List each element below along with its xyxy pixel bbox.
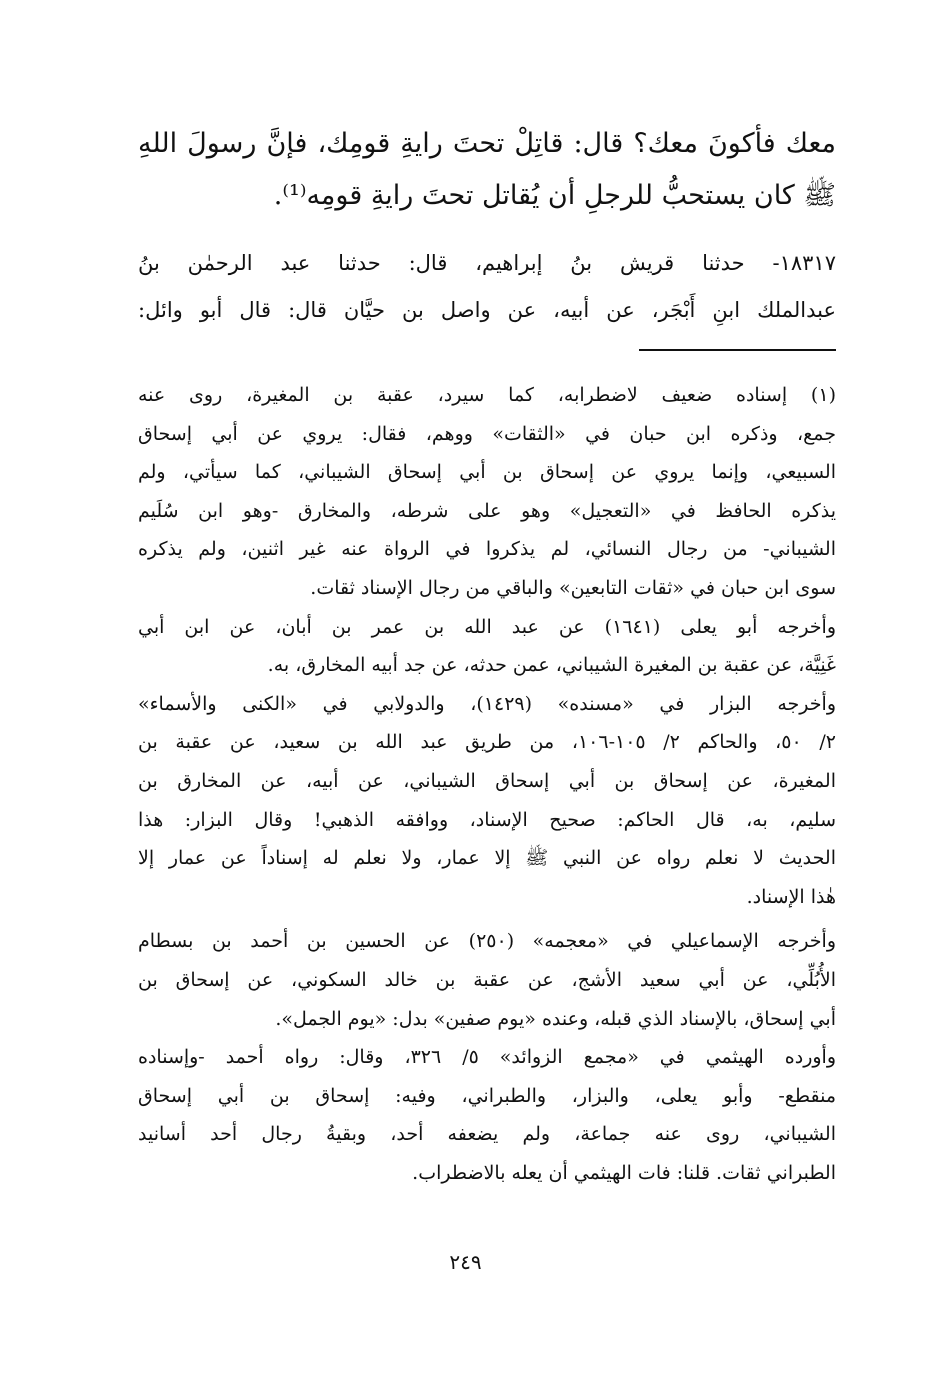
- main-text-line: معك فأكونَ معك؟ قال: قاتِلْ تحتَ رايةِ قومِك، فإنَّ رسولَ اللهِ: [138, 128, 836, 159]
- footnote-paragraph: [138, 376, 836, 608]
- footnote-line: وأخرجه البزار في «مسنده» (١٤٢٩)، والدولابي في «الكنى والأسماء»: [138, 692, 836, 715]
- hadith-line: عبدالملك ابنِ أَبْجَر، عن أبيه، عن واصل بن حيَّان قال: قال أبو وائل:: [138, 298, 836, 322]
- footnote-line: ٢/ ٥٠، والحاكم ٢/ ١٠٥-١٠٦، من طريق عبد الله بن سعيد، عن عقبة بن: [138, 731, 836, 754]
- footnote-line: هٰذا الإسناد.: [746, 885, 836, 908]
- footnote-line: سوى ابن حبان في «ثقات التابعين» والباقي من رجال الإسناد ثقات.: [310, 576, 836, 599]
- footnote-paragraph: [138, 1038, 836, 1192]
- footnote-paragraph: [138, 608, 836, 685]
- footnote-line: أبي إسحاق، بالإسناد الذي قبله، وعنده «يوم صفين» بدل: «يوم الجمل».: [275, 1007, 836, 1030]
- footnote-line: الأُبُلِّي، عن أبي سعيد الأشج، عن عقبة بن خالد السكوني، عن إسحاق بن: [138, 968, 836, 991]
- footnote-line: يذكره الحافظ في «التعجيل» وهو على شرطه، والمخارق -وهو ابن سُلَيم: [138, 499, 836, 522]
- footnote-line: غَنِيَّة، عن عقبة بن المغيرة الشيباني، عمن حدثه، عن جد أبيه المخارق، به.: [267, 654, 836, 677]
- footnote-line: (١) إسناده ضعيف لاضطرابه، كما سيرد، عقبة بن المغيرة، روى عنه: [138, 384, 836, 406]
- footnote-line: جمع، وذكره ابن حبان في «الثقات» ووهم، فقال: يروي عن أبي إسحاق: [138, 422, 836, 445]
- footnote-line: وأورده الهيثمي في «مجمع الزوائد» ٥/ ٣٢٦، وقال: رواه أحمد -وإسناده: [138, 1046, 836, 1069]
- hadith-paragraph: [138, 240, 836, 334]
- main-text: [138, 118, 836, 222]
- footnote-line: الطبراني ثقات. قلنا: فات الهيثمي أن يعله بالاضطراب.: [412, 1161, 836, 1184]
- footnote-line: المغيرة، عن إسحاق بن أبي إسحاق الشيباني، عن أبيه، عن المخارق بن: [138, 769, 836, 792]
- footnote-line: الحديث لا نعلم رواه عن النبي ﷺ إلا عمار، ولا نعلم له إسناداً عن عمار إلا: [138, 847, 836, 870]
- footnote-line: وأخرجه الإسماعيلي في «معجمه» (٢٥٠) عن الحسين بن أحمد بن بسطام: [138, 930, 836, 953]
- footnote-line: السبيعي، وإنما يروي عن إسحاق بن أبي إسحاق الشيباني، كما سيأتي، ولم: [138, 461, 836, 484]
- footnote-paragraph: [138, 922, 836, 1038]
- footnote-line: الشيباني- من رجال النسائي، لم يذكروا في الرواة عنه غير اثنين، ولم يذكره: [138, 538, 836, 561]
- footnote-paragraph: [138, 685, 836, 917]
- footnote-line: سليم، به، قال الحاكم: صحيح الإسناد، ووافقه الذهبي! وقال البزار: هذا: [138, 808, 836, 831]
- hadith-line: ١٨٣١٧- حدثنا قريش بنُ إبراهيم، قال: حدثنا عبد الرحمٰن بنُ: [138, 251, 836, 275]
- footnote-line: منقطع- وأبو يعلى، والبزار، والطبراني، وفيه: إسحاق بن أبي إسحاق: [138, 1084, 836, 1107]
- footnote-divider: [639, 349, 836, 351]
- footnote-line: وأخرجه أبو يعلى (١٦٤١) عن عبد الله بن عمر بن أبان، عن ابن أبي: [138, 615, 836, 638]
- footnotes: [138, 376, 836, 1192]
- page-number: ٢٤٩: [449, 1250, 482, 1274]
- main-text-line: ﷺ كان يستحبُّ للرجلِ أن يُقاتل تحتَ رايةِ قومِه⁽¹⁾.: [273, 180, 836, 211]
- footnote-line: الشيباني، روى عنه جماعة، ولم يضعفه أحد، وبقيةُ رجال أحد أسانيد: [138, 1123, 836, 1146]
